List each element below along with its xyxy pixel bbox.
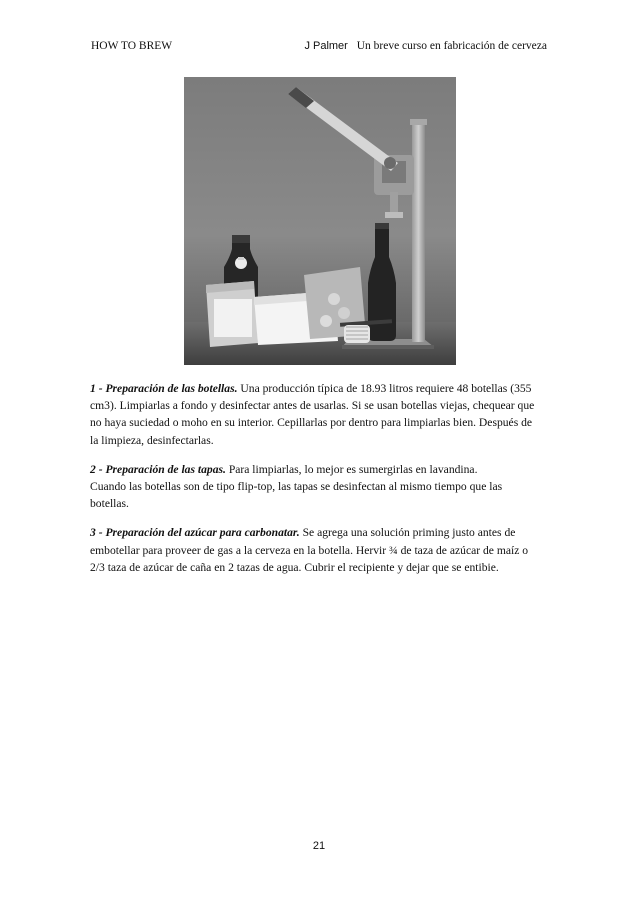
section-heading: 3 - Preparación del azúcar para carbonatar. xyxy=(90,526,300,540)
bottle-capper-photo xyxy=(184,77,456,365)
section-heading: 2 - Preparación de las tapas. xyxy=(90,462,226,476)
page-number: 21 xyxy=(312,840,326,852)
section-body-line: no haya suciedad o moho en su interior. Cepillarlas por dentro para limpiarlas bien. Después de xyxy=(90,416,533,430)
header-author: J Palmer xyxy=(304,40,348,52)
section-body-line: embotellar para proveer de gas a la cerveza en la botella. Hervir ¾ de taza de azúcar de maíz o xyxy=(90,543,529,557)
section-body-line: botellas. xyxy=(90,497,129,511)
section-body-line: Cuando las botellas son de tipo flip-top, las tapas se desinfectan al mismo tiempo que las xyxy=(90,480,503,494)
section-body-line: 2/3 taza de azúcar de caña en 2 tazas de agua. Cubrir el recipiente y dejar que se entibie. xyxy=(90,560,499,574)
header-title: HOW TO BREW xyxy=(91,40,173,52)
section-body-line: Para limpiarlas, lo mejor es sumergirlas en lavandina. xyxy=(228,462,478,476)
section-body-line: la limpieza, desinfectarlas. xyxy=(90,433,214,447)
section-priming-sugar xyxy=(90,524,552,576)
section-body-line: cm3). Limpiarlas a fondo y desinfectar antes de usarlas. Si se usan botellas viejas, chequear que xyxy=(90,399,535,413)
header-subtitle: Un breve curso en fabricación de cerveza xyxy=(356,40,547,52)
section-heading: 1 - Preparación de las botellas. xyxy=(90,382,238,395)
section-body-line: Se agrega una solución priming justo antes de xyxy=(302,526,516,540)
header-right xyxy=(304,40,547,52)
section-body-line: Una producción típica de 18.93 litros requiere 48 botellas (355 xyxy=(240,382,532,395)
section-caps xyxy=(90,461,552,513)
main-content xyxy=(90,380,552,588)
section-bottles xyxy=(90,380,552,449)
page-header xyxy=(91,40,547,56)
